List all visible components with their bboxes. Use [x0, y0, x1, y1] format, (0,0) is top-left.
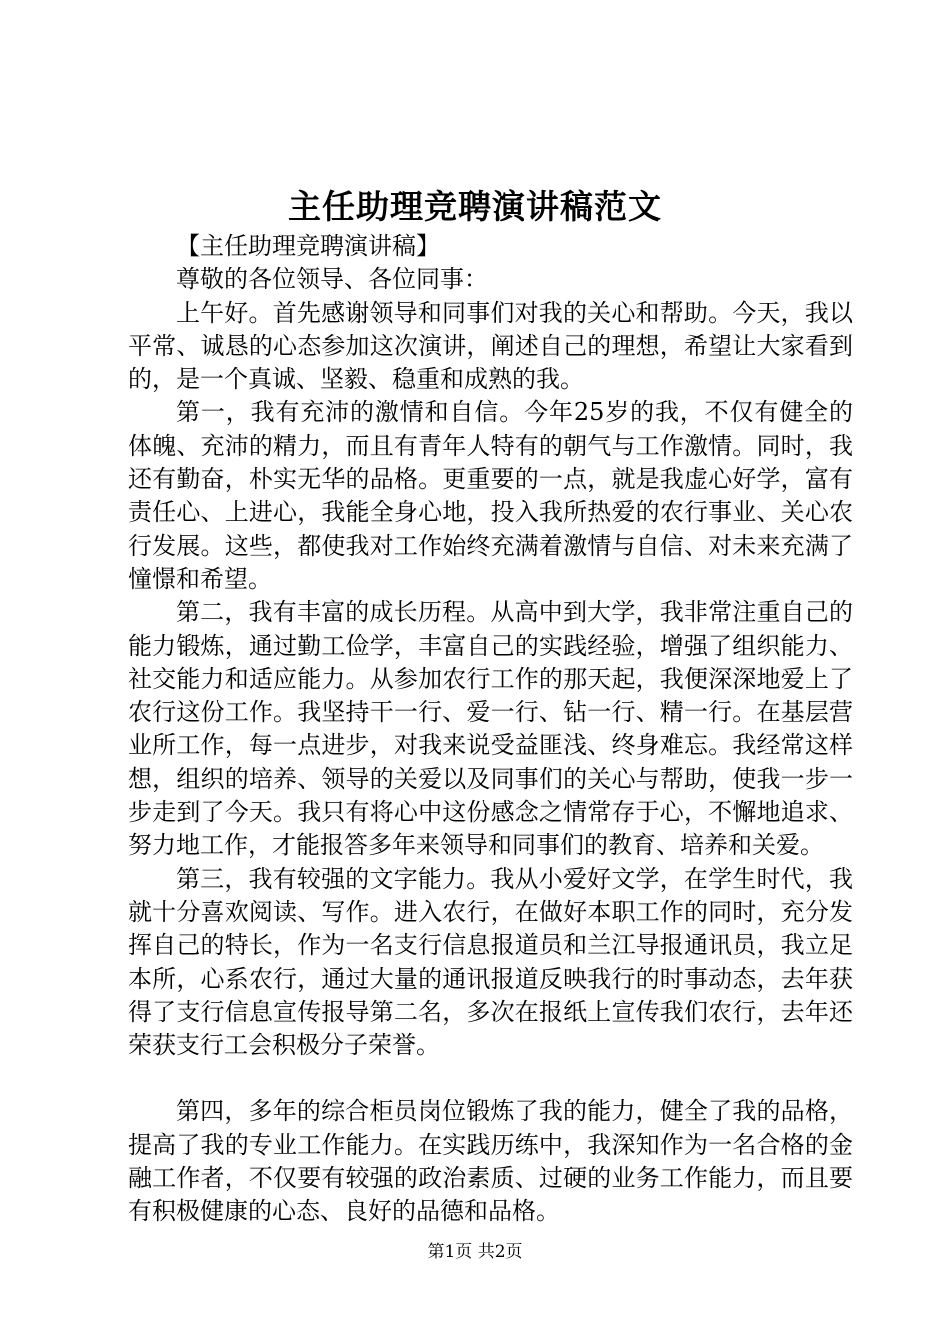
paragraph-subtitle: 【主任助理竞聘演讲稿】 [176, 232, 440, 260]
document-body [128, 230, 853, 1229]
paragraph-greeting: 上午好。首先感谢领导和同事们对我的关心和帮助。今天，我以平常、诚恳的心态参加这次演讲，阐述自己的理想，希望让大家看到的，是一个真诚、坚毅、稳重和成熟的我。 [128, 298, 853, 394]
document-title: 主任助理竞聘演讲稿范文 [288, 187, 662, 226]
paragraph-second-point: 第二，我有丰富的成长历程。从高中到大学，我非常注重自己的能力锻炼，通过勤工俭学，丰富自己的实践经验，增强了组织能力、社交能力和适应能力。从参加农行工作的那天起，我便深深地爱上了农行这份工作。我坚持干一行、爱一行、钻一行、精一行。在基层营业所工作，每一点进步，对我来说受益匪浅、终身难忘。我经常这样想，组织的培养、领导的关爱以及同事们的关心与帮助，使我一步一步走到了今天。我只有将心中这份感念之情常存于心，不懈地追求、努力地工作，才能报答多年来领导和同事们的教育、培养和关爱。 [128, 598, 853, 860]
page-footer: 第1页 共2页 [427, 1242, 523, 1262]
paragraph-first-point: 第一，我有充沛的激情和自信。今年25岁的我，不仅有健全的体魄、充沛的精力，而且有青年人特有的朝气与工作激情。同时，我还有勤奋，朴实无华的品格。更重要的一点，就是我虚心好学，富有责任心、上进心，我能全身心地，投入我所热爱的农行事业、关心农行发展。这些，都使我对工作始终充满着激情与自信、对未来充满了憧憬和希望。 [128, 398, 853, 593]
paragraph-salutation: 尊敬的各位领导、各位同事： [176, 265, 488, 294]
paragraph-fourth-point: 第四，多年的综合柜员岗位锻炼了我的能力，健全了我的品格，提高了我的专业工作能力。在实践历练中，我深知作为一名合格的金融工作者，不仅要有较强的政治素质、过硬的业务工作能力，而且要有积极健康的心态、良好的品德和品格。 [128, 1097, 853, 1226]
paragraph-third-point: 第三，我有较强的文字能力。我从小爱好文学，在学生时代，我就十分喜欢阅读、写作。进入农行，在做好本职工作的同时，充分发挥自己的特长，作为一名支行信息报道员和兰江导报通讯员，我立足本所，心系农行，通过大量的通讯报道反映我行的时事动态，去年获得了支行信息宣传报导第二名，多次在报纸上宣传我们农行，去年还荣获支行工会积极分子荣誉。 [128, 864, 853, 1060]
